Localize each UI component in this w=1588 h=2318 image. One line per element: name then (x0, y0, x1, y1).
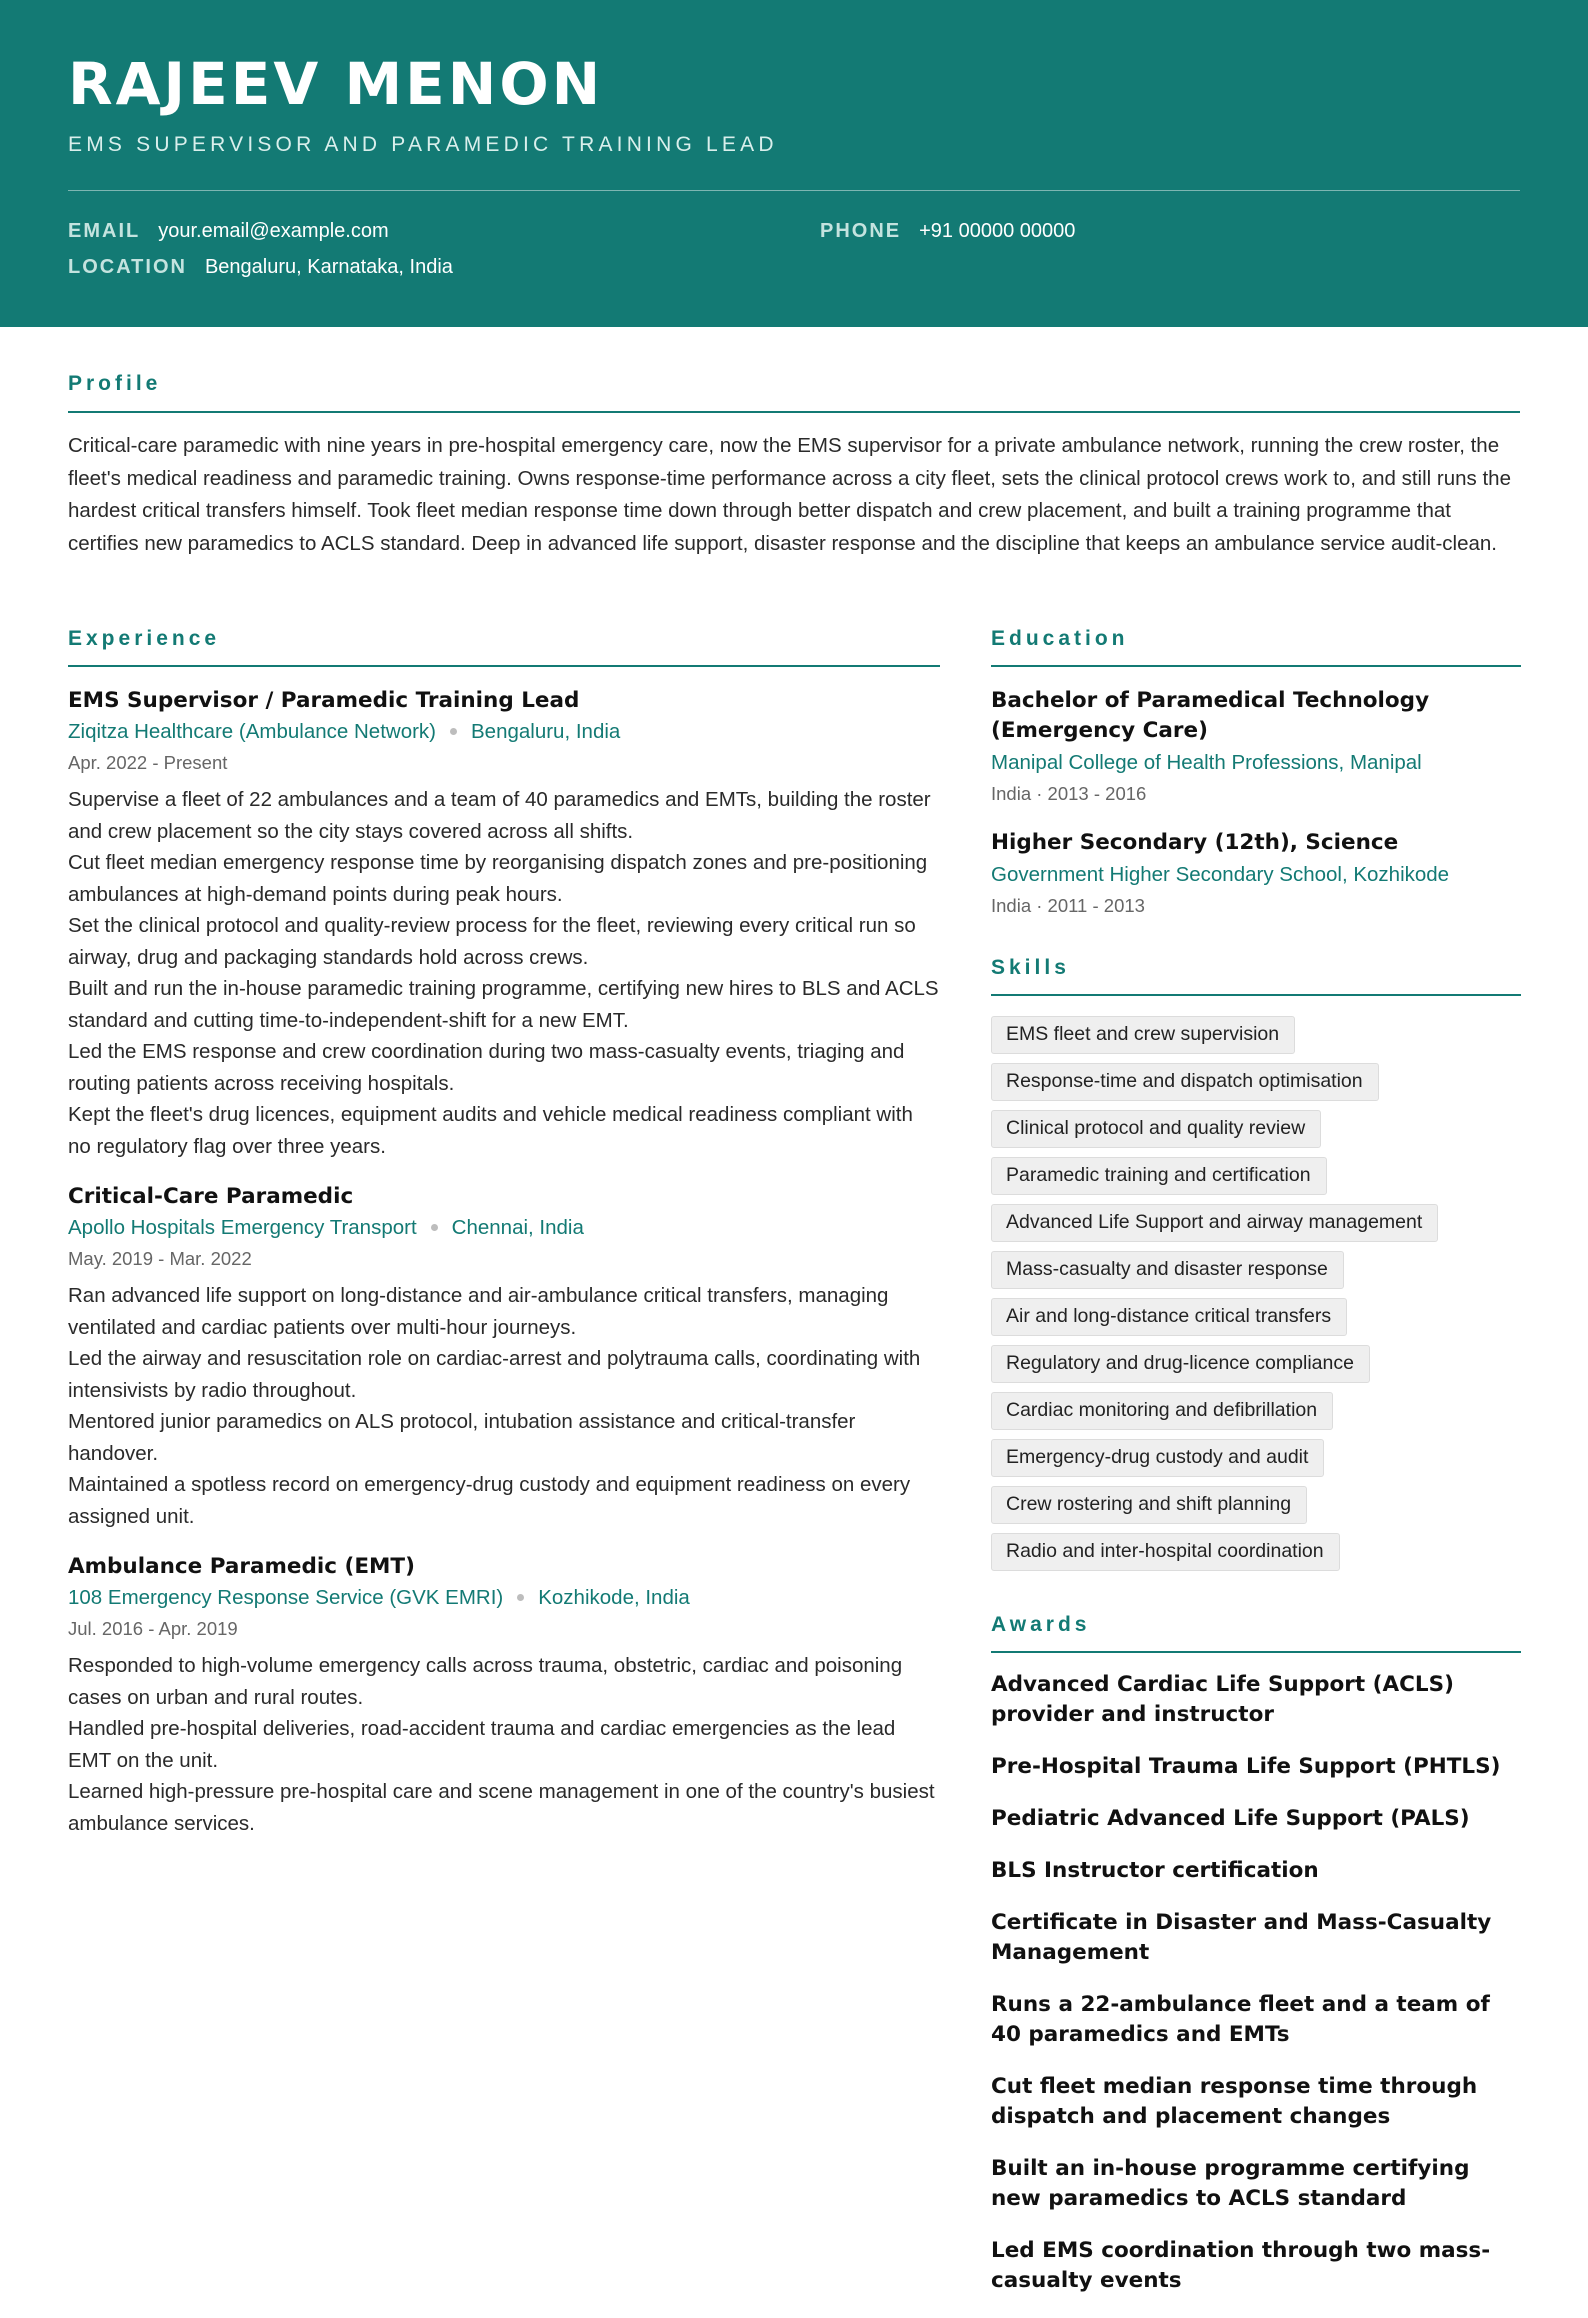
edu-degree: Bachelor of Paramedical Technology (Emergency Care) (991, 688, 1430, 743)
award-item: Advanced Cardiac Life Support (ACLS) provider and instructor (991, 1672, 1454, 1727)
awards-heading: Awards (991, 1613, 1091, 1636)
job-bullet: Built and run the in-house paramedic training programme, certifying new hires to BLS and ACLS standard and cutting time-to-independent-shift for a new EMT. (68, 977, 939, 1032)
education-entry (991, 828, 1521, 920)
header-divider (68, 190, 1520, 191)
separator-dot-icon (450, 728, 457, 735)
email-value[interactable]: your.email@example.com (158, 220, 389, 242)
contact-phone (820, 220, 1075, 243)
experience-list (68, 686, 940, 1859)
skill-chip: Mass-casualty and disaster response (991, 1251, 1344, 1289)
email-label: EMAIL (68, 220, 141, 242)
job-title: Critical-Care Paramedic (68, 1184, 354, 1209)
job-location: Chennai, India (451, 1216, 584, 1239)
education-rule (991, 665, 1521, 667)
education-heading: Education (991, 627, 1129, 650)
skill-chip: Cardiac monitoring and defibrillation (991, 1392, 1333, 1430)
job-bullet: Mentored junior paramedics on ALS protocol, intubation assistance and critical-transfer handover. (68, 1410, 856, 1465)
job-bullet: Kept the fleet's drug licences, equipment audits and vehicle medical readiness compliant with no regulatory flag over three years. (68, 1103, 913, 1158)
job-bullet: Handled pre-hospital deliveries, road-accident trauma and cardiac emergencies as the lead EMT on the unit. (68, 1717, 896, 1772)
job-org-line (68, 1212, 940, 1244)
job-bullet: Learned high-pressure pre-hospital care and scene management in one of the country's busiest ambulance services. (68, 1780, 935, 1835)
job-dates: Jul. 2016 - Apr. 2019 (68, 1618, 238, 1639)
skill-chip: Crew rostering and shift planning (991, 1486, 1307, 1524)
education-entry (991, 686, 1521, 808)
award-item: Cut fleet median response time through dispatch and placement changes (991, 2074, 1478, 2129)
edu-school: Manipal College of Health Professions, Manipal (991, 751, 1422, 774)
skill-chip: Paramedic training and certification (991, 1157, 1327, 1195)
job-location: Kozhikode, India (538, 1586, 690, 1609)
education-list (991, 686, 1521, 940)
skill-chip: Advanced Life Support and airway management (991, 1204, 1438, 1242)
job-dates: Apr. 2022 - Present (68, 752, 228, 773)
phone-label: PHONE (820, 220, 902, 242)
job-dates: May. 2019 - Mar. 2022 (68, 1248, 252, 1269)
job-title: Ambulance Paramedic (EMT) (68, 1554, 415, 1579)
job-location: Bengaluru, India (471, 720, 621, 743)
skill-chip: Clinical protocol and quality review (991, 1110, 1321, 1148)
job-entry (68, 686, 940, 1162)
job-bullet: Set the clinical protocol and quality-review process for the fleet, reviewing every critical run so airway, drug and packaging standards hold across crews. (68, 914, 916, 969)
candidate-title: EMS SUPERVISOR AND PARAMEDIC TRAINING LEAD (68, 133, 778, 156)
edu-school: Government Higher Secondary School, Kozhikode (991, 863, 1450, 886)
skill-chip: Regulatory and drug-licence compliance (991, 1345, 1370, 1383)
job-bullet: Cut fleet median emergency response time by reorganising dispatch zones and pre-positioning ambulances at high-demand points during peak hours. (68, 851, 928, 906)
profile-heading: Profile (68, 372, 162, 395)
experience-rule (68, 665, 940, 667)
skills-list (991, 1016, 1521, 1580)
job-bullet: Led the airway and resuscitation role on cardiac-arrest and polytrauma calls, coordinating with intensivists by radio throughout. (68, 1347, 921, 1402)
job-title: EMS Supervisor / Paramedic Training Lead (68, 688, 580, 713)
skill-chip: EMS fleet and crew supervision (991, 1016, 1295, 1054)
awards-rule (991, 1651, 1521, 1653)
separator-dot-icon (517, 1594, 524, 1601)
awards-list (991, 1670, 1521, 2318)
award-item: Pre-Hospital Trauma Life Support (PHTLS) (991, 1754, 1501, 1779)
phone-value[interactable]: +91 00000 00000 (919, 220, 1076, 242)
award-item: BLS Instructor certification (991, 1858, 1319, 1883)
award-item: Certificate in Disaster and Mass-Casualty Management (991, 1910, 1492, 1965)
job-org-line (68, 1582, 940, 1614)
location-value: Bengaluru, Karnataka, India (204, 256, 453, 278)
skill-chip: Air and long-distance critical transfers (991, 1298, 1347, 1336)
job-entry (68, 1552, 940, 1839)
edu-meta: India · 2011 - 2013 (991, 895, 1145, 916)
skill-chip: Emergency-drug custody and audit (991, 1439, 1324, 1477)
edu-degree: Higher Secondary (12th), Science (991, 830, 1399, 855)
award-item: Pediatric Advanced Life Support (PALS) (991, 1806, 1470, 1831)
resume-header (0, 0, 1588, 327)
job-org-line (68, 716, 940, 748)
candidate-name: RAJEEV MENON (68, 50, 604, 118)
profile-text: Critical-care paramedic with nine years in pre-hospital emergency care, now the EMS supervisor for a private ambulance network, running the crew roster, the fleet's medical readiness and paramedic training. Owns response-time performance across a city fleet, sets the clinical protocol crews work to, and still runs the hardest critical transfers himself. Took fleet median response time down through better dispatch and crew placement, and built a training programme that certifies new paramedics to ACLS standard. Deep in advanced life support, disaster response and the discipline that keeps an ambulance service audit-clean. (68, 434, 1511, 555)
experience-heading: Experience (68, 627, 221, 650)
award-item: Led EMS coordination through two mass-casualty events (991, 2238, 1491, 2293)
job-entry (68, 1182, 940, 1532)
skill-chip: Radio and inter-hospital coordination (991, 1533, 1340, 1571)
job-org: 108 Emergency Response Service (GVK EMRI) (68, 1586, 504, 1609)
edu-meta: India · 2013 - 2016 (991, 783, 1147, 804)
job-bullet: Ran advanced life support on long-distance and air-ambulance critical transfers, managing ventilated and cardiac patients over multi-hour journeys. (68, 1284, 889, 1339)
award-item: Built an in-house programme certifying new paramedics to ACLS standard (991, 2156, 1470, 2211)
skills-rule (991, 994, 1521, 996)
award-item: Runs a 22-ambulance fleet and a team of 40 paramedics and EMTs (991, 1992, 1490, 2047)
job-org: Apollo Hospitals Emergency Transport (68, 1216, 417, 1239)
job-bullet: Maintained a spotless record on emergency-drug custody and equipment readiness on every assigned unit. (68, 1473, 911, 1528)
contact-location (68, 256, 453, 279)
profile-rule (68, 411, 1520, 413)
skills-heading: Skills (991, 956, 1070, 979)
location-label: LOCATION (68, 256, 187, 278)
job-bullet: Led the EMS response and crew coordination during two mass-casualty events, triaging and routing patients across receiving hospitals. (68, 1040, 905, 1095)
skill-chip: Response-time and dispatch optimisation (991, 1063, 1379, 1101)
contact-email (68, 220, 389, 243)
separator-dot-icon (431, 1224, 438, 1231)
job-bullet: Supervise a fleet of 22 ambulances and a team of 40 paramedics and EMTs, building the roster and crew placement so the city stays covered across all shifts. (68, 788, 931, 843)
job-org: Ziqitza Healthcare (Ambulance Network) (68, 720, 436, 743)
job-bullet: Responded to high-volume emergency calls across trauma, obstetric, cardiac and poisoning cases on urban and rural routes. (68, 1654, 903, 1709)
